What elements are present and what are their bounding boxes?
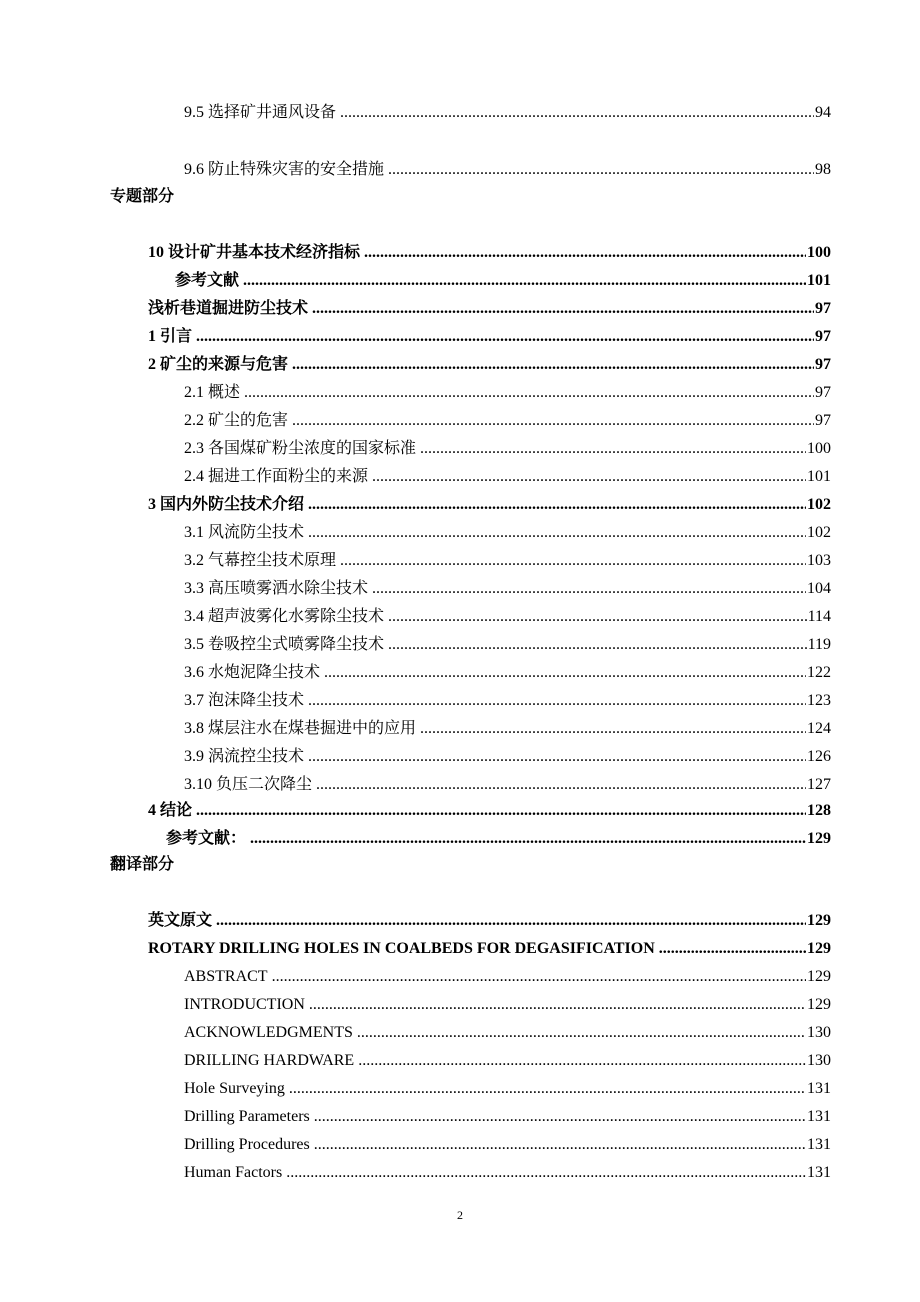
toc-leader-dots [308, 523, 806, 543]
toc-entry-title: 3 国内外防尘技术介绍 [148, 496, 305, 513]
toc-leader-dots [308, 691, 806, 711]
toc-entry[interactable] [184, 1023, 831, 1043]
toc-leader-dots [309, 995, 806, 1015]
toc-entry-page: 101 [807, 468, 831, 485]
toc-leader-dots [340, 103, 814, 123]
toc-entry[interactable] [184, 747, 831, 767]
toc-entry-title: Drilling Parameters [184, 1108, 310, 1125]
toc-entry-page: 123 [807, 692, 831, 709]
toc-entry[interactable] [184, 995, 831, 1015]
toc-leader-dots [372, 579, 806, 599]
toc-entry[interactable] [184, 1051, 831, 1071]
toc-entry[interactable] [148, 243, 831, 263]
toc-entry[interactable] [184, 635, 831, 655]
toc-entry-title: Human Factors [184, 1164, 283, 1181]
toc-entry-page: 103 [807, 552, 831, 569]
toc-entry-title: 9.6 防止特殊灾害的安全措施 [184, 161, 385, 178]
toc-entry-page: 129 [807, 968, 831, 985]
toc-entry[interactable] [184, 551, 831, 571]
toc-leader-dots [308, 495, 806, 515]
toc-entry-page: 119 [807, 636, 831, 653]
toc-leader-dots [292, 411, 814, 431]
toc-entry-title: 1 引言 [148, 328, 193, 345]
toc-leader-dots [420, 719, 806, 739]
toc-entry-title: ACKNOWLEDGMENTS [184, 1024, 353, 1041]
toc-entry-page: 129 [807, 830, 831, 847]
toc-entry-page: 98 [815, 161, 831, 178]
page-number: 2 [457, 1208, 463, 1222]
toc-entry[interactable] [184, 160, 831, 180]
toc-leader-dots [358, 1051, 806, 1071]
toc-entry-title: 2 矿尘的来源与危害 [148, 356, 289, 373]
toc-entry-page: 131 [807, 1108, 831, 1125]
toc-entry-title: 3.8 煤层注水在煤巷掘进中的应用 [184, 720, 417, 737]
toc-entry-title: 3.1 风流防尘技术 [184, 524, 305, 541]
toc-entry-page: 97 [815, 328, 831, 345]
toc-entry-title: 3.5 卷吸控尘式喷雾降尘技术 [184, 636, 385, 653]
toc-entry-title: 3.3 高压喷雾洒水除尘技术 [184, 580, 369, 597]
toc-entry[interactable] [184, 967, 831, 987]
toc-leader-dots [196, 327, 814, 347]
toc-entry-title: 英文原文 [148, 912, 213, 929]
toc-leader-dots [216, 911, 806, 931]
toc-entry-page: 127 [807, 776, 831, 793]
toc-leader-dots [292, 355, 814, 375]
toc-entry[interactable] [148, 911, 831, 931]
toc-entry-title: 3.6 水炮泥降尘技术 [184, 664, 321, 681]
toc-entry-page: 131 [807, 1136, 831, 1153]
toc-leader-dots [272, 967, 806, 987]
toc-entry-title: 参考文献： [166, 830, 247, 847]
toc-entry-title: 参考文献 [175, 272, 240, 289]
toc-entry[interactable] [184, 1107, 831, 1127]
toc-leader-dots [314, 1107, 806, 1127]
toc-leader-dots [659, 939, 806, 959]
toc-entry-page: 97 [815, 300, 831, 317]
toc-entry-title: 3.9 涡流控尘技术 [184, 748, 305, 765]
toc-leader-dots [388, 160, 814, 180]
toc-leader-dots [196, 801, 806, 821]
toc-leader-dots [357, 1023, 806, 1043]
toc-entry[interactable] [166, 829, 831, 849]
section-heading: 翻译部分 [110, 856, 175, 873]
toc-entry-page: 130 [807, 1024, 831, 1041]
toc-entry-title: Drilling Procedures [184, 1136, 310, 1153]
toc-entry[interactable] [184, 411, 831, 431]
toc-entry-page: 102 [807, 496, 831, 513]
toc-leader-dots [286, 1163, 806, 1183]
toc-entry-page: 100 [807, 440, 831, 457]
section-heading: 专题部分 [110, 188, 175, 205]
toc-entry-title: 3.2 气幕控尘技术原理 [184, 552, 337, 569]
toc-entry-page: 129 [807, 996, 831, 1013]
toc-entry[interactable] [184, 663, 831, 683]
toc-leader-dots [340, 551, 806, 571]
toc-entry[interactable] [148, 939, 831, 959]
toc-entry-title: 2.2 矿尘的危害 [184, 412, 289, 429]
toc-entry[interactable] [184, 719, 831, 739]
toc-entry-title: 3.4 超声波雾化水雾除尘技术 [184, 608, 385, 625]
toc-entry-page: 102 [807, 524, 831, 541]
toc-entry-title: 2.4 掘进工作面粉尘的来源 [184, 468, 369, 485]
toc-entry[interactable] [184, 775, 831, 795]
toc-entry-page: 129 [807, 912, 831, 929]
toc-entry[interactable] [148, 495, 831, 515]
toc-entry-page: 114 [807, 608, 831, 625]
toc-leader-dots [312, 299, 814, 319]
toc-entry[interactable] [148, 801, 831, 821]
toc-entry[interactable] [184, 579, 831, 599]
toc-entry-title: 2.1 概述 [184, 384, 241, 401]
toc-leader-dots [324, 663, 806, 683]
toc-leader-dots [308, 747, 806, 767]
toc-leader-dots [314, 1135, 806, 1155]
toc-entry[interactable] [184, 103, 831, 123]
toc-entry-page: 122 [807, 664, 831, 681]
toc-entry-page: 104 [807, 580, 831, 597]
toc-leader-dots [250, 829, 806, 849]
toc-entry-page: 97 [815, 384, 831, 401]
toc-leader-dots [316, 775, 806, 795]
toc-entry-page: 131 [807, 1164, 831, 1181]
toc-entry-title: 3.7 泡沫降尘技术 [184, 692, 305, 709]
toc-entry[interactable] [184, 383, 831, 403]
toc-entry[interactable] [184, 439, 831, 459]
toc-entry-page: 97 [815, 412, 831, 429]
toc-leader-dots [289, 1079, 806, 1099]
toc-entry[interactable] [184, 607, 831, 627]
toc-entry-page: 126 [807, 748, 831, 765]
toc-entry-title: DRILLING HARDWARE [184, 1052, 355, 1069]
toc-entry-page: 130 [807, 1052, 831, 1069]
toc-entry-title: 4 结论 [148, 802, 193, 819]
toc-entry-page: 100 [807, 244, 831, 261]
toc-entry-title: 10 设计矿井基本技术经济指标 [148, 244, 361, 261]
toc-leader-dots [244, 383, 814, 403]
toc-entry-page: 101 [807, 272, 831, 289]
toc-leader-dots [243, 271, 806, 291]
toc-entry[interactable] [148, 299, 831, 319]
toc-entry[interactable] [184, 1079, 831, 1099]
toc-leader-dots [420, 439, 806, 459]
toc-entry-page: 124 [807, 720, 831, 737]
toc-entry[interactable] [184, 1135, 831, 1155]
toc-entry-page: 129 [807, 940, 831, 957]
toc-entry-title: 9.5 选择矿井通风设备 [184, 104, 337, 121]
toc-entry-page: 94 [815, 104, 831, 121]
toc-entry[interactable] [184, 691, 831, 711]
toc-entry[interactable] [148, 327, 831, 347]
toc-entry[interactable] [148, 355, 831, 375]
toc-leader-dots [364, 243, 806, 263]
toc-entry-title: 2.3 各国煤矿粉尘浓度的国家标准 [184, 440, 417, 457]
toc-leader-dots [388, 635, 807, 655]
toc-entry-page: 128 [807, 802, 831, 819]
toc-entry[interactable] [184, 523, 831, 543]
toc-entry-title: Hole Surveying [184, 1080, 285, 1097]
toc-entry-page: 97 [815, 356, 831, 373]
toc-entry[interactable] [175, 271, 831, 291]
toc-entry[interactable] [184, 1163, 831, 1183]
toc-entry-title: 浅析巷道掘进防尘技术 [148, 300, 309, 317]
toc-entry-title: ABSTRACT [184, 968, 268, 985]
toc-leader-dots [388, 607, 807, 627]
toc-entry-title: ROTARY DRILLING HOLES IN COALBEDS FOR DEGASIFICATION [148, 940, 655, 957]
toc-leader-dots [372, 467, 806, 487]
toc-entry-title: INTRODUCTION [184, 996, 305, 1013]
toc-entry[interactable] [184, 467, 831, 487]
toc-entry-title: 3.10 负压二次降尘 [184, 776, 313, 793]
toc-entry-page: 131 [807, 1080, 831, 1097]
